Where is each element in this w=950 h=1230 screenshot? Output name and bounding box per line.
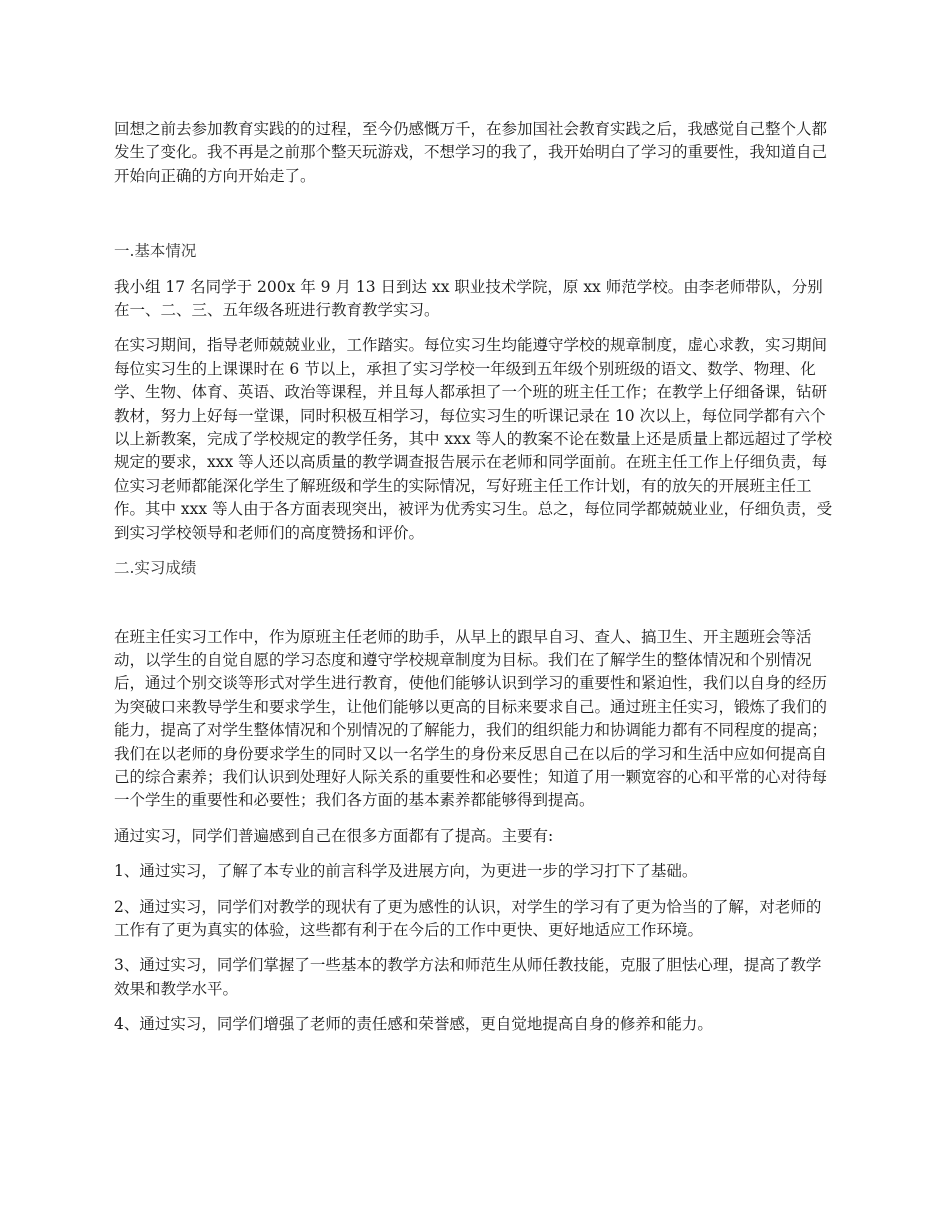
section1-paragraph-1: 我小组 17 名同学于 200x 年 9 月 13 日到达 xx 职业技术学院，原 xx 师范学校。由李老师带队，分别在一、二、三、五年级各班进行教育教学实习。 <box>114 277 823 320</box>
document-body <box>114 118 834 1037</box>
section1-paragraph-2: 在实习期间，指导老师兢兢业业，工作踏实。每位实习生均能遵守学校的规章制度，虚心求教，实习期间每位实习生的上课课时在 6 节以上，承担了实习学校一年级到五年级个别班级的语文、数学、物理、化学、生物、体育、英语、政治等课程，并且每人都承担了一个班的班主任工作；在教学上仔细备课，钻研教材，努力上好每一堂课，同时积极互相学习，每位实习生的听课记录在 10 次以上，每位同学都有六个以上新教案，完成了学校规定的教学任务，其中 xxx 等人的教案不论在数量上还是质量上都远超过了学校规定的要求，xxx 等人还以高质量的教学调查报告展示在老师和同学面前。在班主任工作上仔细负责，每位实习老师都能深化学生了解班级和学生的实际情况，写好班主任工作计划，有的放矢的开展班主任工作。其中 xxx 等人由于各方面表现突出，被评为优秀实习生。总之，每位同学都兢兢业业，仔细负责，受到实习学校领导和老师们的高度赞扬和评价。 <box>114 336 833 542</box>
section2-paragraph-1: 在班主任实习工作中，作为原班主任老师的助手，从早上的跟早自习、查人、搞卫生、开主题班会等活动，以学生的自觉自愿的学习态度和遵守学校规章制度为目标。我们在了解学生的整体情况和个别情况后，通过个别交谈等形式对学生进行教育，使他们能够认识到学习的重要性和紧迫性，我们以自身的经历为突破口来教导学生和要求学生，让他们能够以更高的目标来要求自己。通过班主任实习，锻炼了我们的能力，提高了对学生整体情况和个别情况的了解能力，我们的组织能力和协调能力都有不同程度的提高；我们在以老师的身份要求学生的同时又以一名学生的身份来反思自己在以后的学习和生活中应如何提高自己的综合素养；我们认识到处理好人际关系的重要性和必要性；知道了用一颗宽容的心和平常的心对待每一个学生的重要性和必要性；我们各方面的基本素养都能够得到提高。 <box>114 627 828 810</box>
list-item-3: 3、通过实习，同学们掌握了一些基本的教学方法和师范生从师任教技能，克服了胆怯心理，提高了教学效果和教学水平。 <box>114 956 822 998</box>
list-item-1: 1、通过实习，了解了本专业的前言科学及进展方向，为更进一步的学习打下了基础。 <box>114 862 698 881</box>
section2-paragraph-2: 通过实习，同学们普遍感到自己在很多方面都有了提高。主要有: <box>114 826 554 845</box>
list-item-2: 2、通过实习，同学们对教学的现状有了更为感性的认识，对学生的学习有了更为恰当的了解，对老师的工作有了更为真实的体验，这些都有利于在今后的工作中更快、更好地适应工作环境。 <box>114 897 822 939</box>
section-heading-basic-situation: 一.基本情况 <box>114 242 197 261</box>
intro-paragraph: 回想之前去参加教育实践的的过程，至今仍感慨万千，在参加国社会教育实践之后，我感觉自己整个人都发生了变化。我不再是之前那个整天玩游戏，不想学习的我了，我开始明白了学习的重要性，我知道自己开始向正确的方向开始走了。 <box>114 120 828 185</box>
section-heading-internship-results: 二.实习成绩 <box>114 559 197 578</box>
list-item-4: 4、通过实习，同学们增强了老师的责任感和荣誉感，更自觉地提高自身的修养和能力。 <box>114 1015 713 1034</box>
